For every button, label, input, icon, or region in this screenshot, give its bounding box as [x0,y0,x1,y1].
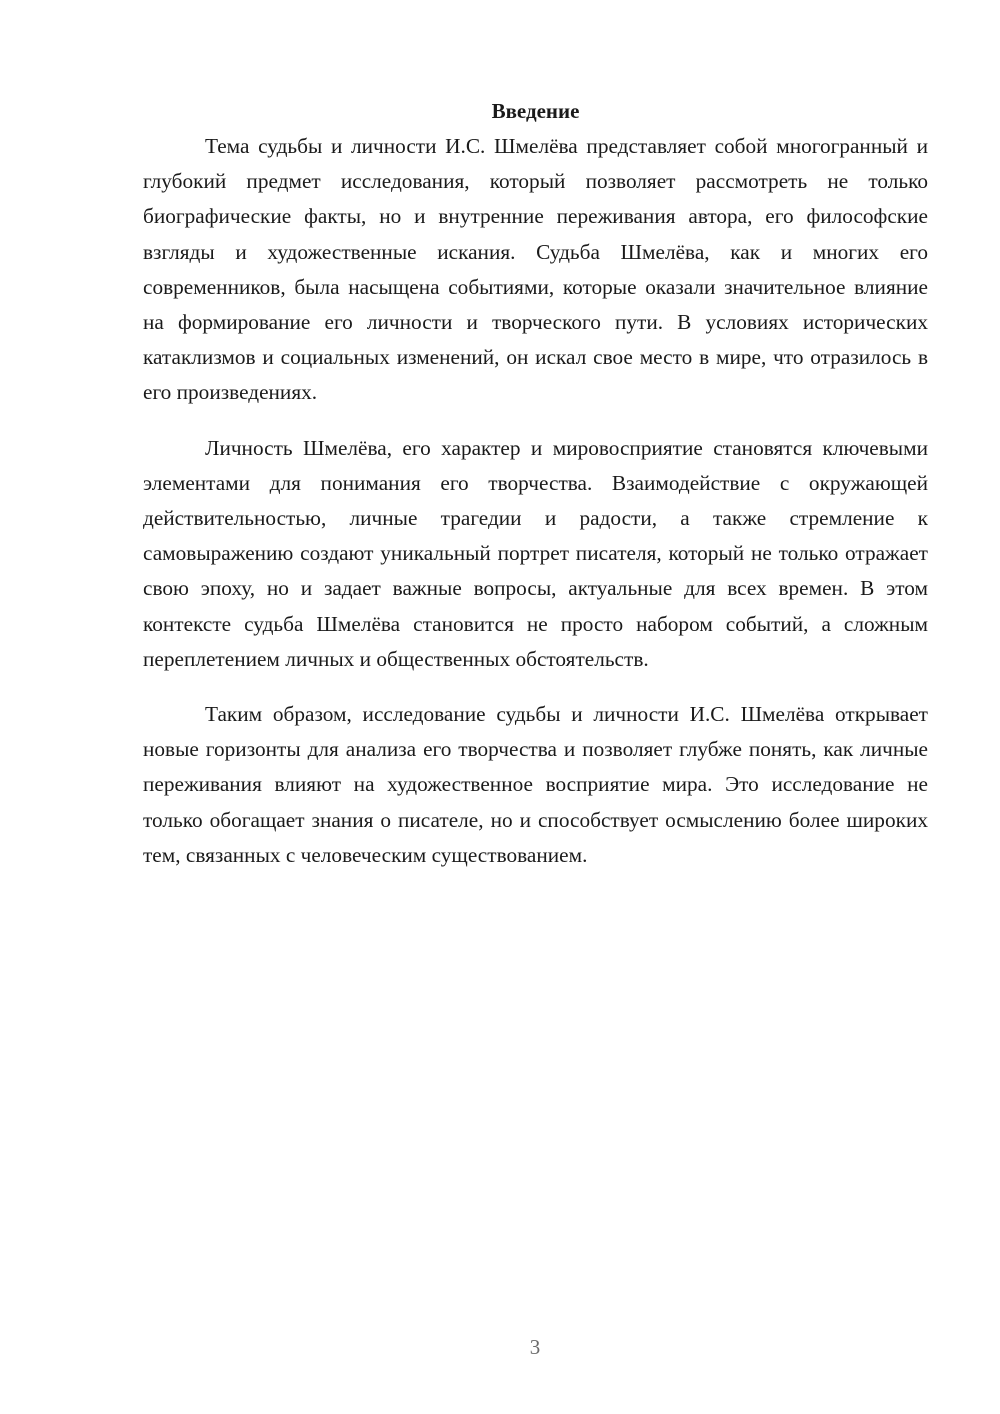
page-content [143,94,928,873]
page-number: 3 [529,1335,541,1359]
paragraph-2: Личность Шмелёва, его характер и мировосприятие становятся ключевыми элементами для понимания его творчества. Взаимодействие с окружающей действительностью, личные трагедии и радости, а также стремление к самовыражению создают уникальный портрет писателя, который не только отражает свою эпоху, но и задает важные вопросы, актуальные для всех времен. В этом контексте судьба Шмелёва становится не просто набором событий, а сложным переплетением личных и общественных обстоятельств. [143,435,928,671]
section-heading: Введение [491,99,580,123]
paragraph-3: Таким образом, исследование судьбы и личности И.С. Шмелёва открывает новые горизонты для анализа его творчества и позволяет глубже понять, как личные переживания влияют на художественное восприятие мира. Это исследование не только обогащает знания о писателе, но и способствует осмыслению более широких тем, связанных с человеческим существованием. [143,702,928,867]
paragraph-1: Тема судьбы и личности И.С. Шмелёва представляет собой многогранный и глубокий предмет исследования, который позволяет рассмотреть не только биографические факты, но и внутренние переживания автора, его философские взгляды и художественные искания. Судьба Шмелёва, как и многих его современников, была насыщена событиями, которые оказали значительное влияние на формирование его личности и творческого пути. В условиях исторических катаклизмов и социальных изменений, он искал свое место в мире, что отразилось в его произведениях. [143,134,928,405]
